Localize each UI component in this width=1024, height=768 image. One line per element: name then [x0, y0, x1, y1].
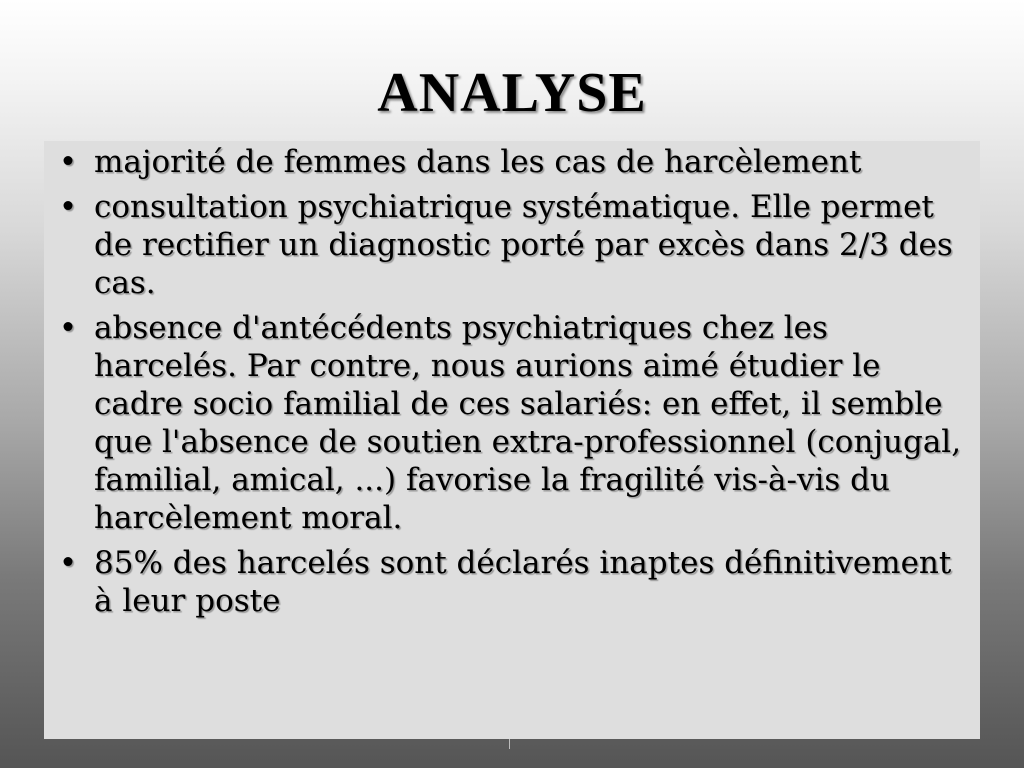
bullet-text: absence d'antécédents psychiatriques chez les harcelés. Par contre, nous aurions aimé étudier le cadre socio familial de ces salariés: en effet, il semble que l'absence de soutien extra-professionnel (conjugal, familial, amical, ...) favorise la fragilité vis-à-vis du harcèlement moral.: [94, 310, 962, 536]
bullet-icon: •: [58, 144, 78, 180]
bullet-icon: •: [58, 310, 78, 346]
bullet-icon: •: [58, 189, 78, 225]
bullet-text: 85% des harcelés sont déclarés inaptes définitivement à leur poste: [94, 545, 952, 619]
bullet-text: consultation psychiatrique systématique. Elle permet de rectifier un diagnostic porté par excès dans 2/3 des cas.: [94, 189, 953, 301]
divider-line: [509, 739, 510, 749]
bullet-item-no-psychiatric-history: [58, 309, 966, 537]
bullet-item-psychiatric-consultation: [58, 188, 966, 302]
slide-title: ANALYSE: [377, 62, 647, 124]
bullet-list: [58, 143, 966, 620]
bullet-icon: •: [58, 545, 78, 581]
bullet-text: majorité de femmes dans les cas de harcèlement: [94, 144, 862, 180]
content-box: [44, 141, 980, 739]
bullet-item-unfit-for-work: [58, 544, 966, 620]
bullet-item-women-majority: [58, 143, 966, 181]
